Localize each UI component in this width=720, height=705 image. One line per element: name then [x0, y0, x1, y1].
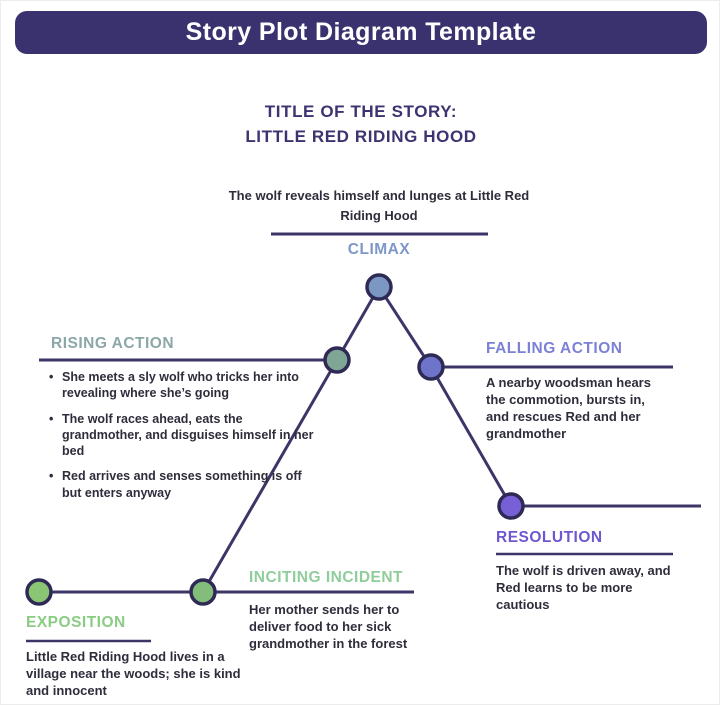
rising-action-bullet: • The wolf races ahead, eats the grandmother, and disguises himself in her bed	[49, 411, 324, 460]
falling-action-description: A nearby woodsman hears the commotion, bursts in, and rescues Red and her grandmother	[486, 375, 651, 441]
inciting-incident-heading: INCITING INCIDENT	[249, 569, 404, 586]
inciting-incident-node	[191, 580, 215, 604]
rising-action-bullet: • Red arrives and senses something is off but enters anyway	[49, 468, 324, 501]
resolution-heading: RESOLUTION	[496, 529, 603, 546]
climax-description: The wolf reveals himself and lunges at Little Red Riding Hood	[228, 188, 530, 223]
falling-action-heading: FALLING ACTION	[486, 340, 623, 357]
rising-action-heading: RISING ACTION	[51, 335, 175, 352]
rising-action-bullets	[49, 369, 324, 510]
resolution-node	[499, 494, 523, 518]
page-title: Story Plot Diagram Template	[185, 18, 537, 46]
story-title-line2: LITTLE RED RIDING HOOD	[245, 126, 477, 146]
rising-action-node	[325, 348, 349, 372]
exposition-node	[27, 580, 51, 604]
exposition-description: Little Red Riding Hood lives in a village near the woods; she is kind and innocent	[26, 649, 241, 698]
climax-node	[367, 275, 391, 299]
falling-action-node	[419, 355, 443, 379]
rising-action-bullet: • She meets a sly wolf who tricks her into revealing where she’s going	[49, 369, 324, 402]
story-title-line1: TITLE OF THE STORY:	[264, 102, 458, 121]
inciting-incident-description: Her mother sends her to deliver food to her sick grandmother in the forest	[249, 602, 408, 651]
resolution-description: The wolf is driven away, and Red learns to be more cautious	[496, 563, 671, 612]
exposition-heading: EXPOSITION	[26, 614, 126, 631]
climax-heading: CLIMAX	[347, 241, 411, 258]
